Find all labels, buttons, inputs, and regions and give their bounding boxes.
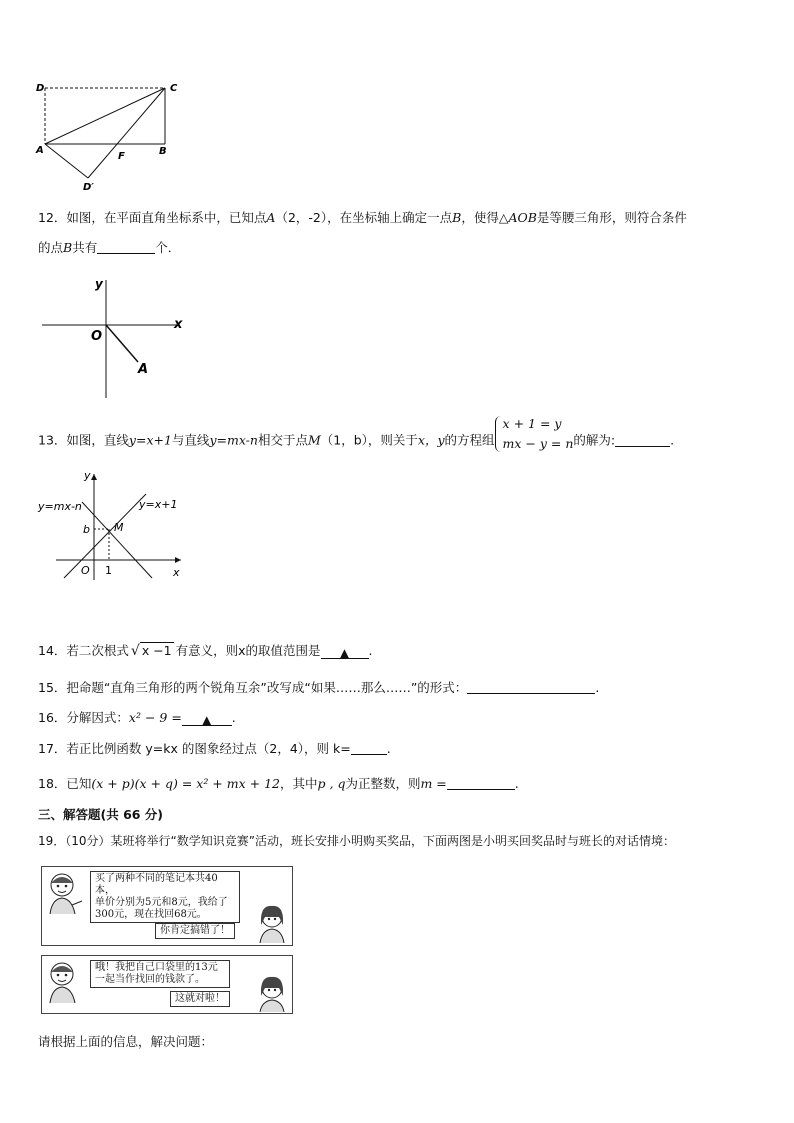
answer-blank-12[interactable] xyxy=(97,240,155,254)
question-15: 15．把命题“直角三角形的两个锐角互余”改写成“如果……那么……”的形式： . xyxy=(38,680,600,695)
answer-blank-16[interactable]: ▲ xyxy=(182,712,232,726)
label-F: F xyxy=(118,151,125,162)
question-12-line1: 12．如图，在平面直角坐标系中，已知点A（2，-2），在坐标轴上确定一点B，使得△AOB是等腰三角形，则符合条件 xyxy=(38,210,687,225)
question-19: 19．（10分）某班将举行“数学知识竞赛”活动，班长安排小明购买奖品，下面两图是小明买回奖品时与班长的对话情境： xyxy=(38,834,675,848)
label-D: D xyxy=(36,83,45,94)
axis-x-label: x xyxy=(173,566,180,579)
question-13: 13．如图，直线y=x+1与直线y=mx-n相交于点M（1，b），则关于x，y的方程组 x + 1 = y mx − y = n 的解为: . xyxy=(38,428,674,454)
question-17: 17．若正比例函数 y=kx 的图象经过点（2，4），则 k= . xyxy=(38,741,391,756)
line-mx-n-label: y=mx-n xyxy=(38,500,82,513)
origin-label: O xyxy=(91,329,103,344)
axis-y-label: y xyxy=(95,277,103,291)
boy-avatar xyxy=(44,960,84,1004)
answer-blank-13[interactable] xyxy=(615,433,670,447)
question-14: 14．若二次根式 √ x −1 有意义，则x的取值范围是 ▲ . xyxy=(38,643,373,660)
label-A: A xyxy=(36,145,44,156)
speech-bubble-4: 这就对啦！ xyxy=(170,991,230,1007)
answer-blank-18[interactable] xyxy=(447,776,515,790)
speech-bubble-3: 哦！我把自己口袋里的13元 一起当作找回的钱款了。 xyxy=(90,960,230,988)
section-heading: 三、解答题(共 66 分) xyxy=(38,807,164,822)
girl-avatar xyxy=(254,974,290,1012)
b-label: b xyxy=(83,523,90,536)
equation-system: x + 1 = y mx − y = n xyxy=(495,414,574,454)
point-m-label: M xyxy=(114,521,124,534)
label-B: B xyxy=(159,146,167,157)
speech-bubble-1: 买了两种不同的笔记本共40本， 单价分别为5元和8元，我给了 300元，现在找回68元。 xyxy=(90,871,240,923)
dialog-panel-2 xyxy=(41,955,293,1014)
tick-1-label: 1 xyxy=(105,564,112,577)
figure-q12 xyxy=(38,276,188,401)
question-16: 16．分解因式：x² − 9 = ▲ . xyxy=(38,710,236,727)
speech-bubble-2: 你肯定搞错了！ xyxy=(155,923,235,939)
dialog-panel-1 xyxy=(41,866,293,946)
figure-q11 xyxy=(30,78,190,196)
point-a-label: A xyxy=(138,362,149,377)
line-x-plus-1-label: y=x+1 xyxy=(139,498,178,511)
axis-x-label: x xyxy=(174,317,183,332)
label-C: C xyxy=(170,83,178,94)
label-Dprime: D′ xyxy=(83,182,94,193)
instruction-text: 请根据上面的信息，解决问题： xyxy=(38,1034,214,1049)
answer-blank-15[interactable] xyxy=(467,680,595,694)
answer-blank-17[interactable] xyxy=(351,741,387,755)
boy-avatar xyxy=(44,871,84,915)
figure-q13 xyxy=(36,468,186,583)
girl-avatar xyxy=(254,903,290,943)
axis-y-label: y xyxy=(84,469,91,482)
radical-expression: √ x −1 xyxy=(130,643,172,659)
question-18: 18．已知(x + p)(x + q) = x² + mx + 12，其中p , q为正整数，则m = . xyxy=(38,776,519,791)
question-12-line2: 的点B共有 个． xyxy=(38,240,181,255)
answer-blank-14[interactable]: ▲ xyxy=(321,645,369,659)
origin-label: O xyxy=(81,564,90,577)
